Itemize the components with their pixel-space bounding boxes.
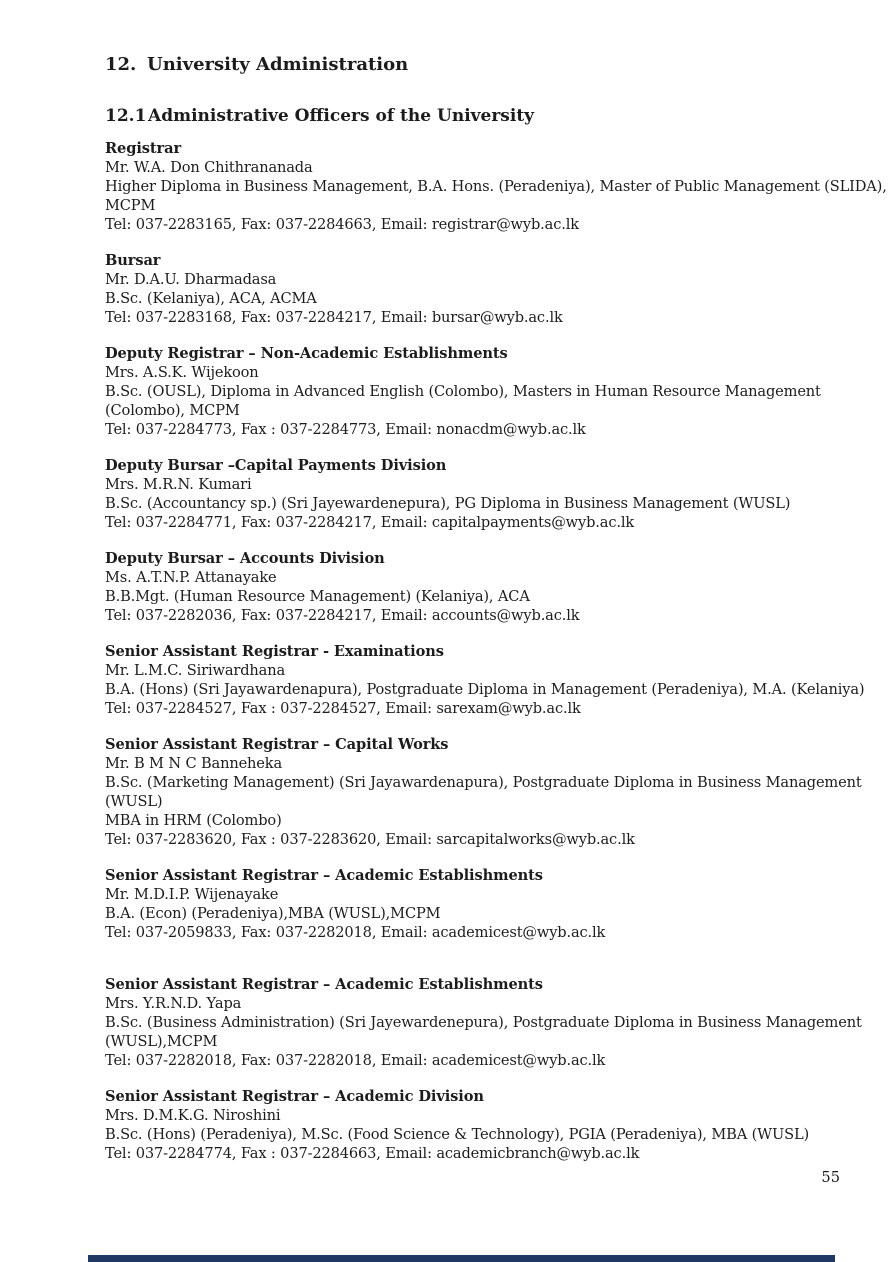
officer-title: Senior Assistant Registrar – Academic Establishments <box>105 867 543 884</box>
officer-title: Deputy Registrar – Non-Academic Establishments <box>105 345 508 362</box>
officer-line: MCPM <box>105 197 156 214</box>
subsection-heading <box>105 106 865 126</box>
officer-title: Senior Assistant Registrar – Academic Division <box>105 1088 484 1105</box>
page-number: 55 <box>821 1169 840 1186</box>
officer-block <box>105 344 865 439</box>
officer-line: Higher Diploma in Business Management, B.A. Hons. (Peradeniya), Master of Public Management (SLIDA), <box>105 178 887 195</box>
officer-title: Deputy Bursar – Accounts Division <box>105 550 385 567</box>
officer-block <box>105 866 865 942</box>
officer-line: Tel: 037-2282018, Fax: 037-2282018, Email: academicest@wyb.ac.lk <box>105 1052 606 1069</box>
officer-title: Bursar <box>105 252 161 269</box>
next-page-edge-bar <box>88 1255 835 1262</box>
officer-line: B.B.Mgt. (Human Resource Management) (Kelaniya), ACA <box>105 588 530 605</box>
officer-title: Senior Assistant Registrar – Capital Works <box>105 736 449 753</box>
officer-line: Tel: 037-2284773, Fax : 037-2284773, Email: nonacdm@wyb.ac.lk <box>105 421 586 438</box>
officer-line: B.Sc. (Marketing Management) (Sri Jayawardenapura), Postgraduate Diploma in Business Management <box>105 774 862 791</box>
officer-line: B.Sc. (Business Administration) (Sri Jayewardenepura), Postgraduate Diploma in Business Management <box>105 1014 862 1031</box>
officer-line: (WUSL),MCPM <box>105 1033 218 1050</box>
section-title: University Administration <box>147 54 409 75</box>
officer-line: B.Sc. (Accountancy sp.) (Sri Jayewardenepura), PG Diploma in Business Management (WUSL) <box>105 495 791 512</box>
officer-line: (WUSL) <box>105 793 163 810</box>
section-number: 12. <box>105 54 137 75</box>
officer-block <box>105 456 865 532</box>
officer-line: Mrs. M.R.N. Kumari <box>105 476 252 493</box>
officer-line: Tel: 037-2283620, Fax : 037-2283620, Email: sarcapitalworks@wyb.ac.lk <box>105 831 635 848</box>
document-page <box>105 54 887 1180</box>
officer-block <box>105 735 865 849</box>
officer-line: Tel: 037-2283165, Fax: 037-2284663, Email: registrar@wyb.ac.lk <box>105 216 579 233</box>
officer-title: Senior Assistant Registrar – Academic Establishments <box>105 976 543 993</box>
officer-line: Mrs. A.S.K. Wijekoon <box>105 364 259 381</box>
officer-line: Mr. D.A.U. Dharmadasa <box>105 271 277 288</box>
officer-title: Deputy Bursar –Capital Payments Division <box>105 457 447 474</box>
officer-line: Mrs. D.M.K.G. Niroshini <box>105 1107 281 1124</box>
officers-list <box>105 139 887 1163</box>
officer-block <box>105 1087 865 1163</box>
officer-line: Tel: 037-2284771, Fax: 037-2284217, Email: capitalpayments@wyb.ac.lk <box>105 514 635 531</box>
officer-line: Mr. L.M.C. Siriwardhana <box>105 662 285 679</box>
officer-title: Senior Assistant Registrar - Examinations <box>105 643 444 660</box>
officer-line: B.Sc. (OUSL), Diploma in Advanced English (Colombo), Masters in Human Resource Management <box>105 383 821 400</box>
officer-line: Mr. M.D.I.P. Wijenayake <box>105 886 279 903</box>
officer-line: Ms. A.T.N.P. Attanayake <box>105 569 277 586</box>
officer-title: Registrar <box>105 140 182 157</box>
officer-block <box>105 549 865 625</box>
section-heading <box>105 55 865 75</box>
officer-line: Tel: 037-2282036, Fax: 037-2284217, Email: accounts@wyb.ac.lk <box>105 607 580 624</box>
officer-line: MBA in HRM (Colombo) <box>105 812 282 829</box>
officer-line: Mrs. Y.R.N.D. Yapa <box>105 995 242 1012</box>
officer-line: B.Sc. (Hons) (Peradeniya), M.Sc. (Food Science & Technology), PGIA (Peradeniya), MBA (WUSL) <box>105 1126 810 1143</box>
officer-block <box>105 642 865 718</box>
officer-block <box>105 139 887 234</box>
officer-line: Mr. B M N C Banneheka <box>105 755 283 772</box>
officer-line: Tel: 037-2283168, Fax: 037-2284217, Email: bursar@wyb.ac.lk <box>105 309 563 326</box>
officer-block <box>105 251 865 327</box>
officer-line: Tel: 037-2284527, Fax : 037-2284527, Email: sarexam@wyb.ac.lk <box>105 700 581 717</box>
subsection-number: 12.1 <box>105 106 147 126</box>
officer-block <box>105 975 865 1070</box>
officer-line: B.A. (Econ) (Peradeniya),MBA (WUSL),MCPM <box>105 905 441 922</box>
officer-line: B.Sc. (Kelaniya), ACA, ACMA <box>105 290 317 307</box>
officer-line: B.A. (Hons) (Sri Jayawardenapura), Postgraduate Diploma in Management (Peradeniya), M.A. (Kelaniya) <box>105 681 865 698</box>
subsection-title: Administrative Officers of the University <box>148 106 535 126</box>
officer-line: Tel: 037-2059833, Fax: 037-2282018, Email: academicest@wyb.ac.lk <box>105 924 606 941</box>
officer-line: Mr. W.A. Don Chithrananada <box>105 159 313 176</box>
officer-line: (Colombo), MCPM <box>105 402 240 419</box>
officer-line: Tel: 037-2284774, Fax : 037-2284663, Email: academicbranch@wyb.ac.lk <box>105 1145 640 1162</box>
